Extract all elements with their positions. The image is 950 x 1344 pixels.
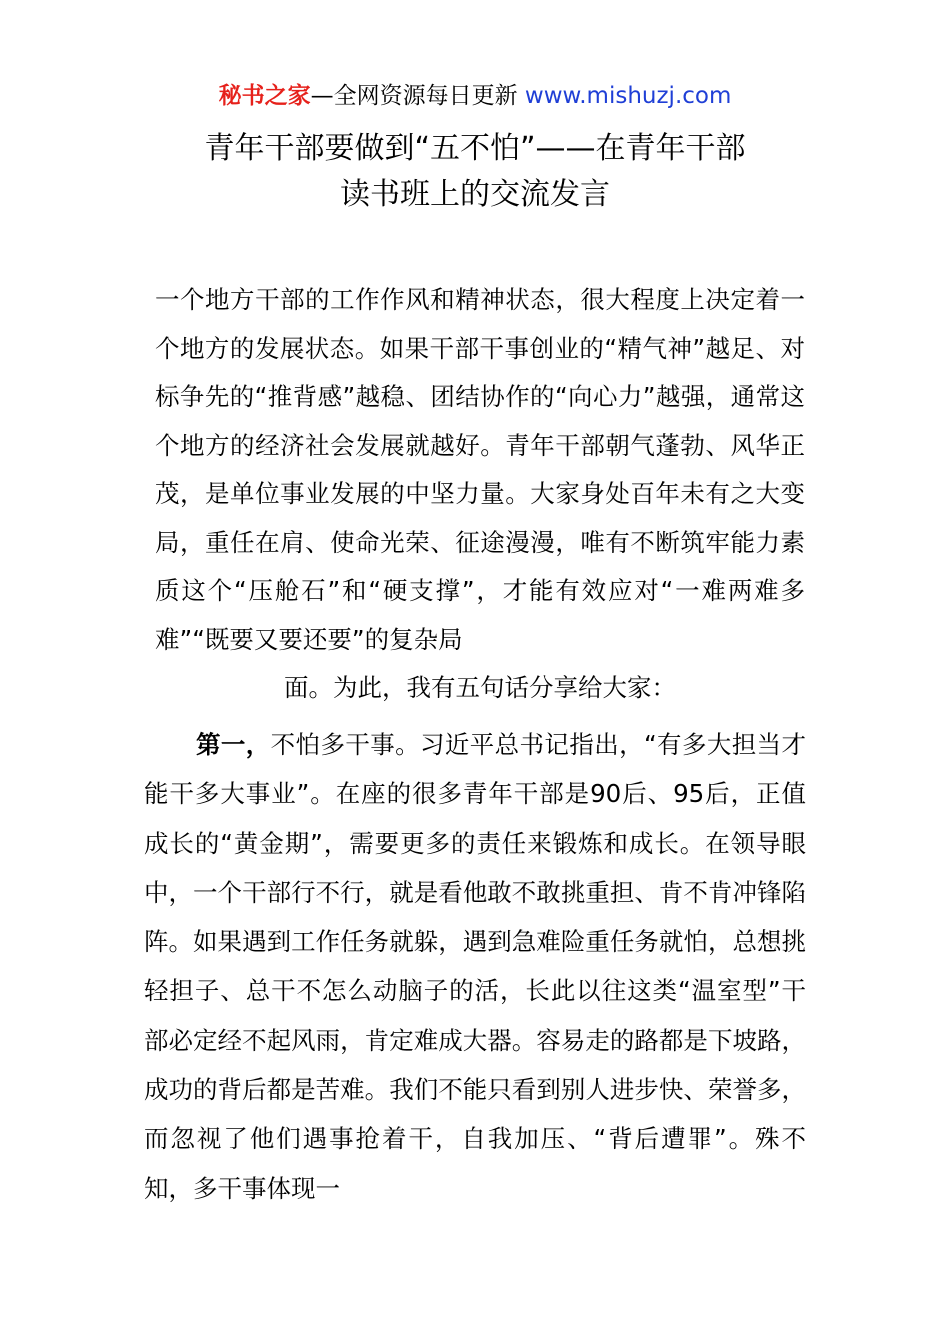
intro-last-line: 面。为此，我有五句话分享给大家： bbox=[284, 673, 676, 702]
document-title bbox=[0, 126, 950, 218]
title-line-2: 读书班上的交流发言 bbox=[340, 177, 610, 212]
site-url-link[interactable]: www.mishuzj.com bbox=[524, 83, 732, 109]
section-1-lead: 第一， bbox=[196, 730, 271, 759]
intro-paragraph bbox=[155, 276, 805, 713]
site-brand: 秘书之家 bbox=[218, 83, 311, 109]
site-header bbox=[0, 80, 950, 112]
section-1-paragraph bbox=[144, 720, 806, 1213]
title-line-1: 青年干部要做到“五不怕”——在青年干部 bbox=[204, 131, 746, 166]
site-tagline: —全网资源每日更新 bbox=[310, 83, 518, 109]
section-1-text: 不怕多干事。习近平总书记指出，“有多大担当才能干多大事业”。在座的很多青年干部是90后、95后，正值成长的“黄金期”，需要更多的责任来锻炼和成长。在领导眼中，一个干部行不行，就是看他敢不敢挑重担、肯不肯冲锋陷阵。如果遇到工作任务就躲，遇到急难险重任务就怕，总想挑轻担子、总干不怎么动脑子的活，长此以往这类“温室型”干部必定经不起风雨，肯定难成大器。容易走的路都是下坡路，成功的背后都是苦难。我们不能只看到别人进步快、荣誉多，而忽视了他们遇事抢着干，自我加压、“背后遭罪”。殊不知，多干事体现一 bbox=[144, 730, 806, 1203]
intro-text: 一个地方干部的工作作风和精神状态，很大程度上决定着一个地方的发展状态。如果干部干事创业的“精气神”越足、对标争先的“推背感”越稳、团结协作的“向心力”越强，通常这个地方的经济社会发展就越好。青年干部朝气蓬勃、风华正茂，是单位事业发展的中坚力量。大家身处百年未有之大变局，重任在肩、使命光荣、征途漫漫，唯有不断筑牢能力素质这个“压舱石”和“硬支撑”，才能有效应对“一难两难多难”“既要又要还要”的复杂局 bbox=[155, 285, 805, 654]
